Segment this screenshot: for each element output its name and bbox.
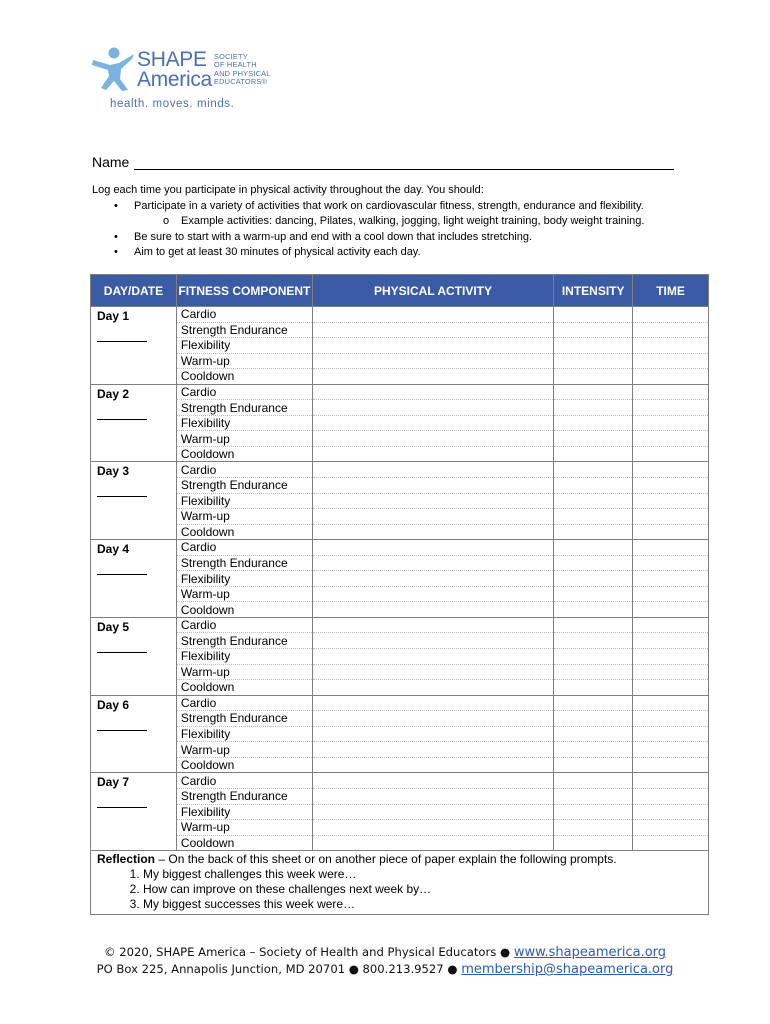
reflection-prompt: 3. My biggest successes this week were… (143, 897, 702, 912)
table-row (91, 742, 709, 758)
activity-cell[interactable] (312, 788, 553, 804)
reflection-text: – On the back of this sheet or on another piece of paper explain the following prompts. (155, 852, 617, 867)
intensity-cell[interactable] (554, 617, 633, 633)
fitness-component-cell: Cardio (176, 695, 312, 711)
intensity-cell[interactable] (554, 664, 633, 680)
table-row (91, 757, 709, 773)
activity-cell[interactable] (312, 711, 553, 727)
table-row (91, 509, 709, 525)
fitness-component-cell: Warm-up (176, 586, 312, 602)
activity-cell[interactable] (312, 369, 553, 385)
table-row (91, 617, 709, 633)
intensity-cell[interactable] (554, 571, 633, 587)
time-cell[interactable] (633, 602, 709, 618)
intensity-cell[interactable] (554, 462, 633, 478)
day-label: Day 3 (97, 464, 130, 479)
fitness-component-cell: Cardio (176, 384, 312, 400)
intensity-cell[interactable] (554, 353, 633, 369)
reflection-prompts (97, 867, 702, 912)
intensity-cell[interactable] (554, 478, 633, 494)
table-row (91, 307, 709, 323)
activity-cell[interactable] (312, 540, 553, 556)
header-physical-activity: PHYSICAL ACTIVITY (312, 275, 553, 307)
day-label: Day 5 (97, 619, 130, 634)
instructions-intro: Log each time you participate in physical activity throughout the day. You should: (92, 184, 484, 196)
date-blank[interactable] (97, 730, 147, 731)
fitness-component-cell: Flexibility (176, 649, 312, 665)
header-day-date: DAY/DATE (91, 275, 177, 307)
instruction-bullet-1: • Participate in a variety of activities that work on cardiovascular fitness, strength, endurance and flexibility. (92, 199, 692, 215)
activity-cell[interactable] (312, 835, 553, 851)
day-label: Day 7 (97, 775, 130, 790)
time-cell[interactable] (633, 338, 709, 354)
time-cell[interactable] (633, 322, 709, 338)
fitness-component-cell: Warm-up (176, 664, 312, 680)
day-label: Day 2 (97, 386, 130, 401)
time-cell[interactable] (633, 742, 709, 758)
time-cell[interactable] (633, 726, 709, 742)
activity-cell[interactable] (312, 493, 553, 509)
time-cell[interactable] (633, 369, 709, 385)
fitness-component-cell: Warm-up (176, 820, 312, 836)
fitness-component-cell: Cooldown (176, 446, 312, 462)
figure-logo-icon (90, 46, 136, 92)
shape-america-logo (90, 44, 290, 114)
table-row (91, 462, 709, 478)
website-link[interactable]: www.shapeamerica.org (513, 945, 667, 960)
table-row (91, 726, 709, 742)
fitness-component-cell: Warm-up (176, 742, 312, 758)
intensity-cell[interactable] (554, 757, 633, 773)
time-cell[interactable] (633, 664, 709, 680)
reflection-row (91, 851, 709, 915)
time-cell[interactable] (633, 835, 709, 851)
day-cell (91, 617, 177, 695)
intensity-cell[interactable] (554, 602, 633, 618)
table-row (91, 649, 709, 665)
footer-copyright: © 2020, SHAPE America – Society of Health and Physical Educators ● (103, 945, 514, 959)
activity-cell[interactable] (312, 586, 553, 602)
time-cell[interactable] (633, 384, 709, 400)
time-cell[interactable] (633, 493, 709, 509)
intensity-cell[interactable] (554, 711, 633, 727)
intensity-cell[interactable] (554, 400, 633, 416)
time-cell[interactable] (633, 571, 709, 587)
date-blank[interactable] (97, 496, 147, 497)
activity-cell[interactable] (312, 617, 553, 633)
activity-cell[interactable] (312, 462, 553, 478)
fitness-component-cell: Cooldown (176, 835, 312, 851)
intensity-cell[interactable] (554, 322, 633, 338)
table-row (91, 586, 709, 602)
instruction-bullet-2: • Be sure to start with a warm-up and end with a cool down that includes stretching. (92, 230, 692, 246)
time-cell[interactable] (633, 446, 709, 462)
fitness-component-cell: Flexibility (176, 726, 312, 742)
fitness-component-cell: Cardio (176, 773, 312, 789)
intensity-cell[interactable] (554, 695, 633, 711)
table-row (91, 711, 709, 727)
email-link[interactable]: membership@shapeamerica.org (461, 962, 674, 977)
date-blank[interactable] (97, 574, 147, 575)
reflection-prompt: 2. How can improve on these challenges next week by… (143, 882, 702, 897)
fitness-component-cell: Strength Endurance (176, 555, 312, 571)
time-cell[interactable] (633, 680, 709, 696)
intensity-cell[interactable] (554, 788, 633, 804)
logo-brand: SHAPE America (137, 48, 212, 91)
intensity-cell[interactable] (554, 338, 633, 354)
table-row (91, 664, 709, 680)
fitness-component-cell: Cardio (176, 617, 312, 633)
time-cell[interactable] (633, 820, 709, 836)
activity-cell[interactable] (312, 680, 553, 696)
time-cell[interactable] (633, 804, 709, 820)
time-cell[interactable] (633, 617, 709, 633)
fitness-component-cell: Flexibility (176, 415, 312, 431)
time-cell[interactable] (633, 509, 709, 525)
reflection-cell (91, 851, 709, 915)
activity-cell[interactable] (312, 431, 553, 447)
time-cell[interactable] (633, 307, 709, 323)
activity-cell[interactable] (312, 509, 553, 525)
day-label: Day 1 (97, 309, 130, 323)
logo-tagline: health. moves. minds. (110, 98, 235, 110)
table-row (91, 695, 709, 711)
fitness-component-cell: Flexibility (176, 804, 312, 820)
activity-cell[interactable] (312, 757, 553, 773)
activity-cell[interactable] (312, 742, 553, 758)
header-time: TIME (633, 275, 709, 307)
table-row (91, 524, 709, 540)
activity-cell[interactable] (312, 820, 553, 836)
table-row (91, 571, 709, 587)
time-cell[interactable] (633, 586, 709, 602)
activity-cell[interactable] (312, 322, 553, 338)
fitness-component-cell: Cardio (176, 540, 312, 556)
table-row (91, 835, 709, 851)
activity-cell[interactable] (312, 571, 553, 587)
day-cell (91, 540, 177, 618)
day-cell (91, 773, 177, 851)
intensity-cell[interactable] (554, 509, 633, 525)
fitness-component-cell: Strength Endurance (176, 711, 312, 727)
time-cell[interactable] (633, 353, 709, 369)
fitness-component-cell: Strength Endurance (176, 788, 312, 804)
activity-cell[interactable] (312, 307, 553, 323)
day-label: Day 4 (97, 542, 130, 557)
name-row (92, 154, 674, 170)
footer-address: PO Box 225, Annapolis Junction, MD 20701 ● 800.213.9527 ● (96, 962, 462, 976)
table-row (91, 338, 709, 354)
activity-cell[interactable] (312, 353, 553, 369)
activity-cell[interactable] (312, 524, 553, 540)
time-cell[interactable] (633, 555, 709, 571)
name-label: Name (92, 154, 130, 170)
date-blank[interactable] (97, 419, 147, 420)
table-row (91, 788, 709, 804)
fitness-component-cell: Flexibility (176, 571, 312, 587)
day-label: Day 6 (97, 697, 130, 712)
intensity-cell[interactable] (554, 555, 633, 571)
activity-cell[interactable] (312, 400, 553, 416)
fitness-component-cell: Warm-up (176, 509, 312, 525)
time-cell[interactable] (633, 462, 709, 478)
day-cell (91, 462, 177, 540)
table-row (91, 353, 709, 369)
table-row (91, 773, 709, 789)
fitness-component-cell: Flexibility (176, 493, 312, 509)
intensity-cell[interactable] (554, 384, 633, 400)
time-cell[interactable] (633, 415, 709, 431)
time-cell[interactable] (633, 711, 709, 727)
table-row (91, 415, 709, 431)
table-row (91, 369, 709, 385)
activity-log-table (90, 274, 709, 915)
fitness-component-cell: Warm-up (176, 353, 312, 369)
intensity-cell[interactable] (554, 431, 633, 447)
time-cell[interactable] (633, 695, 709, 711)
intensity-cell[interactable] (554, 540, 633, 556)
activity-cell[interactable] (312, 649, 553, 665)
day-cell (91, 307, 177, 385)
reflection-prompt: 1. My biggest challenges this week were… (143, 867, 702, 882)
intensity-cell[interactable] (554, 820, 633, 836)
time-cell[interactable] (633, 478, 709, 494)
activity-cell[interactable] (312, 415, 553, 431)
time-cell[interactable] (633, 633, 709, 649)
table-row (91, 478, 709, 494)
intensity-cell[interactable] (554, 680, 633, 696)
table-row (91, 602, 709, 618)
intensity-cell[interactable] (554, 773, 633, 789)
fitness-component-cell: Strength Endurance (176, 633, 312, 649)
date-blank[interactable] (97, 807, 147, 808)
fitness-component-cell: Cooldown (176, 602, 312, 618)
intensity-cell[interactable] (554, 524, 633, 540)
header-fitness-component: FITNESS COMPONENT (176, 275, 312, 307)
time-cell[interactable] (633, 540, 709, 556)
header-intensity: INTENSITY (554, 275, 633, 307)
table-row (91, 446, 709, 462)
intensity-cell[interactable] (554, 633, 633, 649)
fitness-component-cell: Warm-up (176, 431, 312, 447)
time-cell[interactable] (633, 773, 709, 789)
table-row (91, 820, 709, 836)
fitness-component-cell: Strength Endurance (176, 478, 312, 494)
intensity-cell[interactable] (554, 307, 633, 323)
intensity-cell[interactable] (554, 804, 633, 820)
activity-cell[interactable] (312, 695, 553, 711)
activity-cell[interactable] (312, 446, 553, 462)
day-cell (91, 384, 177, 462)
day-cell (91, 695, 177, 773)
instruction-bullet-3: • Aim to get at least 30 minutes of physical activity each day. (92, 245, 692, 261)
name-field[interactable] (134, 154, 674, 170)
activity-cell[interactable] (312, 602, 553, 618)
fitness-component-cell: Cooldown (176, 369, 312, 385)
intensity-cell[interactable] (554, 835, 633, 851)
time-cell[interactable] (633, 400, 709, 416)
intensity-cell[interactable] (554, 415, 633, 431)
fitness-component-cell: Cooldown (176, 524, 312, 540)
intensity-cell[interactable] (554, 369, 633, 385)
table-row (91, 540, 709, 556)
activity-cell[interactable] (312, 384, 553, 400)
time-cell[interactable] (633, 757, 709, 773)
fitness-component-cell: Cardio (176, 462, 312, 478)
activity-cell[interactable] (312, 773, 553, 789)
instructions (92, 183, 692, 261)
table-row (91, 431, 709, 447)
table-header-row (91, 275, 709, 307)
table-row (91, 384, 709, 400)
activity-cell[interactable] (312, 664, 553, 680)
activity-cell[interactable] (312, 338, 553, 354)
time-cell[interactable] (633, 788, 709, 804)
intensity-cell[interactable] (554, 446, 633, 462)
intensity-cell[interactable] (554, 493, 633, 509)
table-row (91, 680, 709, 696)
activity-cell[interactable] (312, 555, 553, 571)
table-row (91, 322, 709, 338)
intensity-cell[interactable] (554, 726, 633, 742)
time-cell[interactable] (633, 649, 709, 665)
table-row (91, 555, 709, 571)
table-row (91, 400, 709, 416)
activity-cell[interactable] (312, 633, 553, 649)
fitness-component-cell: Cardio (176, 307, 312, 323)
fitness-component-cell: Cooldown (176, 757, 312, 773)
table-row (91, 804, 709, 820)
fitness-component-cell: Strength Endurance (176, 322, 312, 338)
reflection-label: Reflection (97, 852, 156, 867)
fitness-component-cell: Cooldown (176, 680, 312, 696)
footer-line-2 (0, 962, 770, 977)
activity-cell[interactable] (312, 804, 553, 820)
intensity-cell[interactable] (554, 586, 633, 602)
time-cell[interactable] (633, 524, 709, 540)
intensity-cell[interactable] (554, 649, 633, 665)
intensity-cell[interactable] (554, 742, 633, 758)
time-cell[interactable] (633, 431, 709, 447)
fitness-component-cell: Flexibility (176, 338, 312, 354)
logo-org-text: SOCIETY OF HEALTH AND PHYSICAL EDUCATORS® (214, 52, 271, 87)
activity-cell[interactable] (312, 478, 553, 494)
table-row (91, 493, 709, 509)
table-row (91, 633, 709, 649)
fitness-component-cell: Strength Endurance (176, 400, 312, 416)
date-blank[interactable] (97, 652, 147, 653)
footer-line-1 (0, 945, 770, 960)
date-blank[interactable] (97, 341, 147, 342)
instruction-sub-bullet: o Example activities: dancing, Pilates, walking, jogging, light weight training, body weight training. (92, 214, 692, 230)
activity-cell[interactable] (312, 726, 553, 742)
